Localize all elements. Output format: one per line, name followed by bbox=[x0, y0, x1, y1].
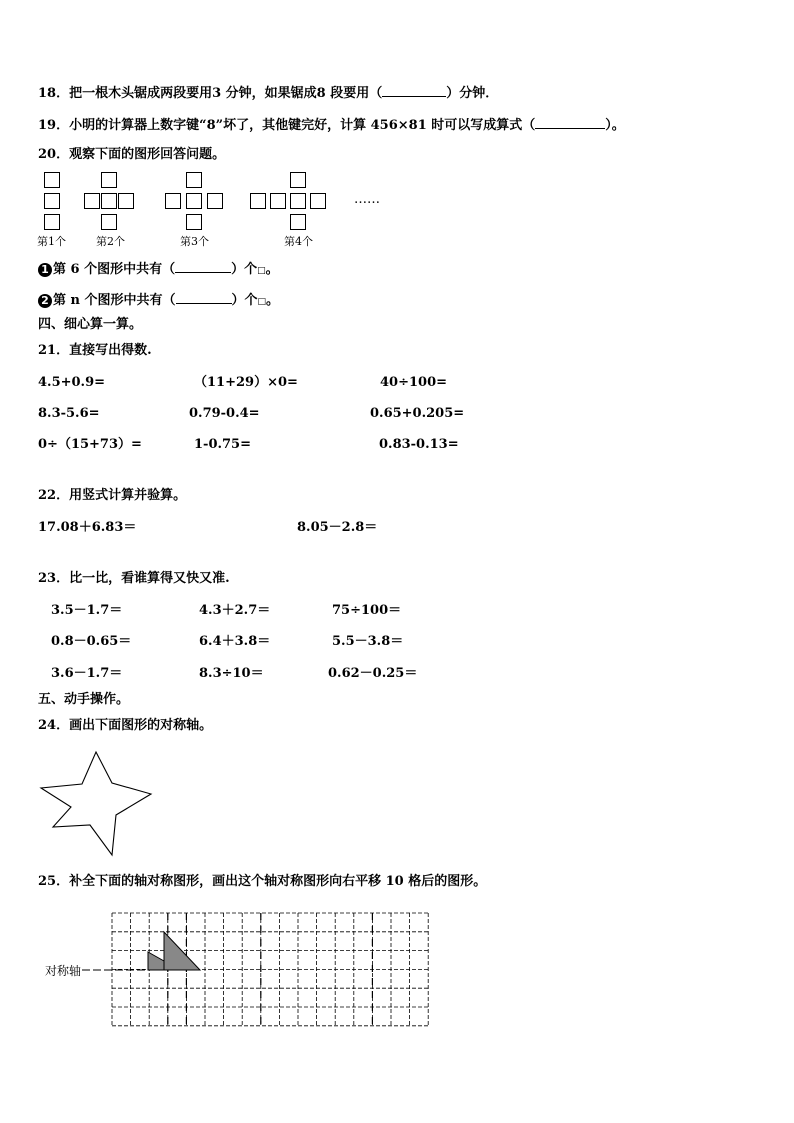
q20-sub-2-end: 。 bbox=[266, 293, 280, 308]
q18-answer-blank[interactable] bbox=[382, 84, 446, 97]
q19-text-end: ）。 bbox=[605, 118, 625, 133]
q23-item: 3.5－1.7＝ bbox=[51, 603, 123, 618]
pattern-square bbox=[186, 172, 202, 188]
q20-sub-1-answer-blank[interactable] bbox=[175, 260, 231, 273]
q20-sub-1-text-end: ）个 bbox=[231, 262, 258, 277]
pattern-square bbox=[186, 193, 202, 209]
q20-sub-2 bbox=[38, 291, 279, 310]
q23-item: 8.3÷10＝ bbox=[199, 666, 264, 681]
circled-number-2: 2 bbox=[38, 294, 52, 308]
star-figure bbox=[38, 750, 158, 860]
symmetry-axis-line bbox=[82, 965, 192, 975]
q21-item: 8.3-5.6= bbox=[38, 406, 100, 421]
q20-sub-2-answer-blank[interactable] bbox=[176, 291, 232, 304]
q22-item: 17.08＋6.83＝ bbox=[38, 520, 137, 535]
q18-text: 18．把一根木头锯成两段要用3 分钟，如果锯成8 段要用（ bbox=[38, 86, 383, 101]
pattern-square bbox=[310, 193, 326, 209]
q21-item: 0.65+0.205= bbox=[370, 406, 465, 421]
q23-item: 0.62－0.25＝ bbox=[328, 666, 418, 681]
q23-item: 75÷100＝ bbox=[332, 603, 402, 618]
q20-sub-1-text: 第 6 个图形中共有（ bbox=[53, 262, 176, 277]
q21-item: 40÷100= bbox=[380, 375, 448, 390]
pattern-square bbox=[186, 214, 202, 230]
q22-title: 22．用竖式计算并验算。 bbox=[38, 488, 187, 503]
q21-item: （11+29）×0= bbox=[194, 375, 298, 390]
q19-answer-blank[interactable] bbox=[535, 116, 605, 129]
q22-item: 8.05－2.8＝ bbox=[297, 520, 378, 535]
q23-item: 4.3＋2.7＝ bbox=[199, 603, 271, 618]
caption-figure-2: 第2个 bbox=[96, 235, 125, 248]
q20-sub-2-text: 第 n 个图形中共有（ bbox=[53, 293, 176, 308]
q20-sub-2-text-end: ）个 bbox=[231, 293, 258, 308]
pattern-ellipsis: …… bbox=[354, 192, 380, 207]
question-19 bbox=[38, 116, 625, 134]
q23-item: 3.6－1.7＝ bbox=[51, 666, 123, 681]
pattern-square bbox=[101, 172, 117, 188]
q20-title: 20．观察下面的图形回答问题。 bbox=[38, 147, 226, 162]
q23-item: 5.5－3.8＝ bbox=[332, 634, 404, 649]
caption-figure-1: 第1个 bbox=[37, 235, 66, 248]
pattern-square bbox=[101, 214, 117, 230]
pattern-square bbox=[290, 193, 306, 209]
q21-item: 0.83-0.13= bbox=[379, 437, 459, 452]
small-square-symbol: □ bbox=[257, 297, 267, 307]
pattern-square bbox=[270, 193, 286, 209]
q23-item: 6.4＋3.8＝ bbox=[199, 634, 271, 649]
section-5-heading: 五、动手操作。 bbox=[38, 692, 130, 707]
q21-item: 0.79-0.4= bbox=[189, 406, 260, 421]
pattern-square bbox=[44, 172, 60, 188]
q21-item: 1-0.75= bbox=[194, 437, 251, 452]
q21-title: 21．直接写出得数. bbox=[38, 343, 152, 358]
pattern-square bbox=[165, 193, 181, 209]
pattern-square bbox=[290, 172, 306, 188]
pattern-square bbox=[44, 214, 60, 230]
q21-item: 4.5+0.9= bbox=[38, 375, 106, 390]
question-18 bbox=[38, 84, 498, 102]
q21-item: 0÷（15+73）= bbox=[38, 437, 142, 452]
q24-title: 24．画出下面图形的对称轴。 bbox=[38, 718, 213, 733]
caption-figure-3: 第3个 bbox=[180, 235, 209, 248]
circled-number-1: 1 bbox=[38, 263, 52, 277]
pattern-square bbox=[250, 193, 266, 209]
q23-item: 0.8－0.65＝ bbox=[51, 634, 132, 649]
q19-text: 19．小明的计算器上数字键“8”坏了，其他键完好，计算 456×81 时可以写成算式（ bbox=[38, 118, 536, 133]
axis-label: 对称轴 bbox=[45, 964, 82, 978]
q20-sub-1-end: 。 bbox=[265, 262, 279, 277]
pattern-square bbox=[44, 193, 60, 209]
pattern-square bbox=[207, 193, 223, 209]
caption-figure-4: 第4个 bbox=[284, 235, 313, 248]
q25-title: 25．补全下面的轴对称图形，画出这个轴对称图形向右平移 10 格后的图形。 bbox=[38, 874, 487, 889]
q20-sub-1 bbox=[38, 260, 279, 279]
section-4-heading: 四、细心算一算。 bbox=[38, 317, 143, 332]
pattern-square bbox=[118, 193, 134, 209]
pattern-square bbox=[101, 193, 117, 209]
q23-title: 23．比一比，看谁算得又快又准. bbox=[38, 571, 230, 586]
small-square-symbol: □ bbox=[257, 266, 266, 276]
q18-text-end: ）分钟． bbox=[446, 86, 499, 101]
pattern-square bbox=[290, 214, 306, 230]
pattern-square bbox=[84, 193, 100, 209]
